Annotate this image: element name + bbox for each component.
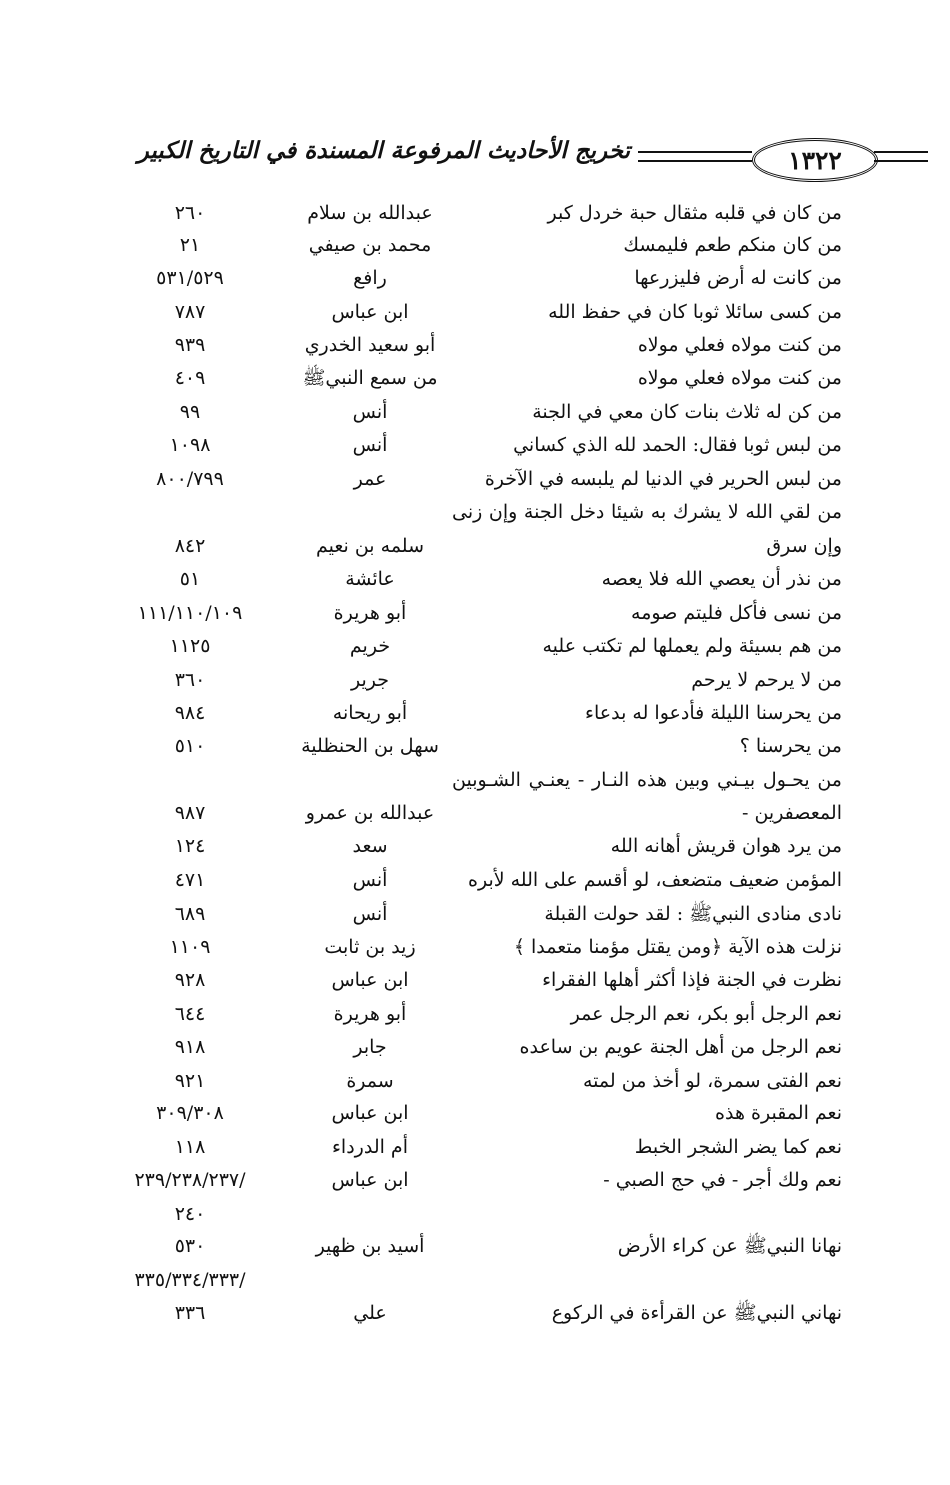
narrator-name: أنس — [352, 434, 388, 456]
hadith-text: نادى منادى النبيﷺ : لقد حولت القبلة — [544, 903, 842, 925]
narrator-name: أنس — [352, 401, 388, 423]
hadith-number: ٩٣٩ — [174, 334, 206, 356]
table-row — [0, 329, 950, 363]
narrator-name: علي — [353, 1302, 387, 1324]
hadith-text: من يحـول بيـني وبين هذه النـار - يعنـي الشـوبين — [452, 769, 842, 791]
narrator-name: رافع — [353, 267, 387, 289]
hadith-text: من لبس الحرير في الدنيا لم يلبسه في الآخرة — [484, 468, 842, 490]
hadith-text: نعم الرجل أبو بكر، نعم الرجل عمر — [570, 1003, 842, 1025]
table-row — [0, 597, 950, 631]
hadith-text: المؤمن ضعيف متضعف، لو أقسم على الله لأبره — [468, 869, 842, 891]
table-row — [0, 396, 950, 430]
table-row — [0, 1297, 950, 1331]
table-row — [0, 463, 950, 497]
narrator-name: أنس — [352, 869, 388, 891]
hadith-text: نهانا النبيﷺ عن كراء الأرض — [617, 1235, 842, 1257]
table-row — [0, 764, 950, 798]
narrator-name: أبو هريرة — [333, 1003, 407, 1025]
hadith-text: من كسى سائلا ثوبا كان في حفظ الله — [548, 301, 842, 323]
header-rule-outer — [874, 151, 928, 162]
hadith-text: نزلت هذه الآية ﴿ومن يقتل مؤمنا متعمدا ﴾ — [513, 936, 842, 958]
hadith-number: ٥٣١/٥٢٩ — [156, 267, 224, 289]
table-row — [0, 1230, 950, 1264]
table-row — [0, 931, 950, 965]
hadith-number: ٣٣٦ — [174, 1302, 206, 1324]
hadith-number: ٩١٨ — [174, 1036, 206, 1058]
hadith-number: ٤٧١ — [174, 869, 206, 891]
hadith-number: ٩٨٧ — [174, 802, 206, 824]
narrator-name: أم الدرداء — [332, 1136, 408, 1158]
hadith-number: ٨٠٠/٧٩٩ — [156, 468, 224, 490]
hadith-text: من كانت له أرض فليزرعها — [634, 267, 842, 289]
hadith-text: من يحرسنا الليلة فأدعوا له بدعاء — [585, 702, 842, 724]
table-row — [0, 296, 950, 330]
hadith-text: من يحرسنا ؟ — [739, 735, 842, 757]
table-row — [0, 964, 950, 998]
page-header — [90, 132, 850, 188]
hadith-number: ٥١ — [179, 568, 201, 590]
table-row — [0, 229, 950, 263]
hadith-text: نعم الفتى سمرة، لو أخذ من لمته — [583, 1070, 842, 1092]
narrator-name: عبدالله بن سلام — [307, 202, 433, 224]
hadith-text: من نسى فأكل فليتم صومه — [631, 602, 842, 624]
narrator-name: أنس — [352, 903, 388, 925]
narrator-name: ابن عباس — [331, 969, 409, 991]
narrator-name: محمد بن صيفي — [308, 234, 432, 256]
table-row — [0, 1131, 950, 1165]
hadith-text: نعم المقبرة هذه — [715, 1102, 842, 1124]
table-row — [0, 262, 950, 296]
hadith-number: /٣٣٥/٣٣٤/٣٣٣ — [134, 1269, 246, 1291]
table-row — [0, 998, 950, 1032]
narrator-name: جابر — [353, 1036, 387, 1058]
narrator-name: سمرة — [346, 1070, 394, 1092]
hadith-number: ١١١/١١٠/١٠٩ — [137, 602, 243, 624]
narrator-name: عائشة — [345, 568, 395, 590]
hadith-number: ٩٢٨ — [174, 969, 206, 991]
hadith-number: ٥٣٠ — [174, 1235, 206, 1257]
hadith-text: من يرد هوان قريش أهانه الله — [610, 835, 842, 857]
hadith-text: نعم كما يضر الشجر الخبط — [634, 1136, 842, 1158]
hadith-number: ٣٠٩/٣٠٨ — [156, 1102, 224, 1124]
table-row — [0, 1065, 950, 1099]
narrator-name: أسيد بن ظهير — [315, 1235, 425, 1257]
hadith-number: ١١٠٩ — [169, 936, 211, 958]
hadith-text: من كنت مولاه فعلي مولاه — [637, 367, 842, 389]
page-number: ١٣٢٢ — [752, 138, 878, 182]
narrator-name: أبو هريرة — [333, 602, 407, 624]
table-row — [0, 1097, 950, 1131]
table-row — [0, 898, 950, 932]
hadith-number: ٦٨٩ — [174, 903, 206, 925]
narrator-name: سهل بن الحنظلية — [301, 735, 439, 757]
hadith-text: من لا يرحم لا يرحم — [691, 669, 842, 691]
hadith-text: وإن سرق — [766, 535, 842, 557]
hadith-number: ١١٨ — [174, 1136, 206, 1158]
table-row — [0, 563, 950, 597]
hadith-text: من نذر أن يعصي الله فلا يعصه — [601, 568, 842, 590]
table-row — [0, 1264, 950, 1298]
hadith-number: /٢٣٩/٢٣٨/٢٣٧ — [134, 1169, 246, 1191]
table-row — [0, 496, 950, 530]
narrator-name: أبو ريحانه — [332, 702, 408, 724]
table-row — [0, 429, 950, 463]
table-row — [0, 1031, 950, 1065]
hadith-number: ٤٠٩ — [174, 367, 206, 389]
hadith-text: نظرت في الجنة فإذا أكثر أهلها الفقراء — [542, 969, 842, 991]
header-rule-inner — [638, 151, 752, 162]
hadith-number: ٢١ — [179, 234, 201, 256]
hadith-number: ٩٨٤ — [174, 702, 206, 724]
narrator-name: سعد — [352, 835, 388, 857]
hadith-number: ١٢٤ — [174, 835, 206, 857]
narrator-name: زيد بن ثابت — [324, 936, 416, 958]
narrator-name: ابن عباس — [331, 1169, 409, 1191]
running-title: تخريج الأحاديث المرفوعة المسندة في التاريخ الكبير — [137, 137, 630, 164]
hadith-text: نهاني النبيﷺ عن القرأءة في الركوع — [551, 1302, 842, 1324]
table-row — [0, 1164, 950, 1198]
table-row — [0, 830, 950, 864]
table-row — [0, 864, 950, 898]
hadith-number: ٢٦٠ — [174, 202, 206, 224]
narrator-name: جرير — [351, 669, 389, 691]
hadith-text: من كان منكم طعم فليمسك — [623, 234, 842, 256]
hadith-text: من كن له ثلاث بنات كان معي في الجنة — [532, 401, 842, 423]
table-row — [0, 797, 950, 831]
hadith-number: ٩٢١ — [174, 1070, 206, 1092]
hadith-text: من كنت مولاه فعلي مولاه — [637, 334, 842, 356]
table-row — [0, 197, 950, 231]
hadith-number: ٦٤٤ — [174, 1003, 206, 1025]
hadith-text: من لقي الله لا يشرك به شيئا دخل الجنة وإن زنى — [452, 501, 842, 523]
hadith-number: ٧٨٧ — [174, 301, 206, 323]
hadith-text: من لبس ثوبا فقال: الحمد لله الذي كساني — [513, 434, 842, 456]
hadith-text: من كان في قلبه مثقال حبة خردل كبر — [547, 202, 842, 224]
hadith-number: ١١٢٥ — [169, 635, 211, 657]
narrator-name: عبدالله بن عمرو — [305, 802, 435, 824]
hadith-number: ٥١٠ — [174, 735, 206, 757]
hadith-number: ٩٩ — [179, 401, 201, 423]
table-row — [0, 664, 950, 698]
hadith-text: نعم ولك أجر - في حج الصبي - — [603, 1169, 842, 1191]
hadith-number: ١٠٩٨ — [169, 434, 211, 456]
narrator-name: عمر — [353, 468, 387, 490]
table-row — [0, 362, 950, 396]
narrator-name: أبو سعيد الخدري — [304, 334, 436, 356]
hadith-number: ٢٤٠ — [174, 1203, 206, 1225]
narrator-name: سلمه بن نعيم — [315, 535, 425, 557]
table-row — [0, 1198, 950, 1232]
hadith-text: نعم الرجل من أهل الجنة عويم بن ساعده — [519, 1036, 842, 1058]
table-row — [0, 730, 950, 764]
narrator-name: ابن عباس — [331, 301, 409, 323]
narrator-name: خريم — [349, 635, 391, 657]
table-row — [0, 697, 950, 731]
narrator-name: من سمع النبيﷺ — [302, 367, 438, 389]
hadith-text: المعصفرين - — [741, 802, 842, 824]
narrator-name: ابن عباس — [331, 1102, 409, 1124]
table-row — [0, 630, 950, 664]
hadith-text: من هم بسيئة ولم يعملها لم تكتب عليه — [542, 635, 842, 657]
hadith-number: ٣٦٠ — [174, 669, 206, 691]
hadith-number: ٨٤٢ — [174, 535, 206, 557]
table-row — [0, 530, 950, 564]
